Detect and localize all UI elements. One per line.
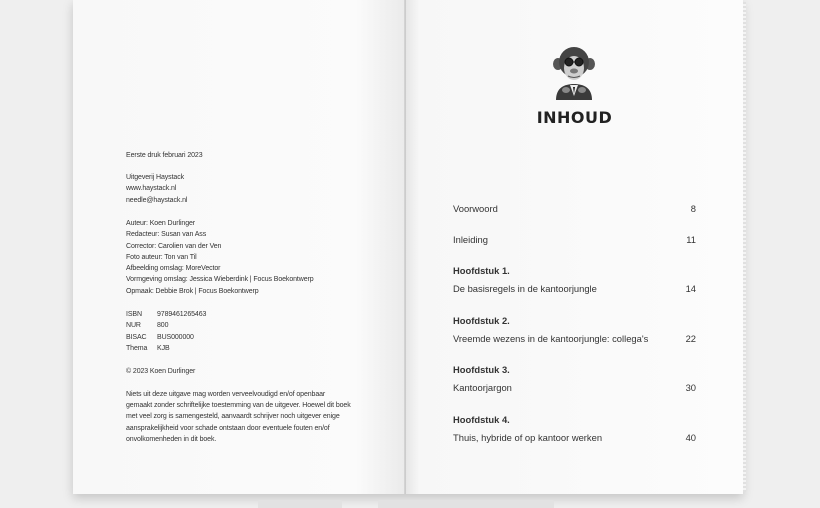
toc-entry (453, 364, 696, 393)
credit-editor: Redacteur: Susan van Ass (126, 231, 207, 239)
toc-title: INHOUD (536, 108, 613, 127)
toc-chapter-label: Hoofdstuk 3. (453, 364, 510, 375)
copyright-text: © 2023 Koen Durlinger (126, 368, 196, 375)
page-edge (743, 2, 746, 492)
code-value: BUS000000 (157, 333, 194, 341)
toc-entry-title: Kantoorjargon (453, 382, 512, 393)
toc-entry (453, 414, 696, 443)
toc-entry-title: Thuis, hybride of op kantoor werken (453, 432, 603, 443)
credit-cover-image: Afbeelding omslag: MoreVector (126, 265, 221, 273)
code-key: Thema (126, 344, 148, 352)
toc-entry-page: 30 (685, 382, 696, 393)
toc-chapter-label: Hoofdstuk 2. (453, 315, 510, 326)
credit-corrector: Corrector: Carolien van der Ven (126, 242, 222, 250)
toc-entry-title: De basisregels in de kantoorjungle (453, 283, 597, 294)
edition-text: Eerste druk februari 2023 (126, 152, 203, 159)
toc-entry-page: 14 (685, 283, 696, 294)
open-book (73, 0, 743, 494)
credit-layout: Opmaak: Debbie Brok | Focus Boekontwerp (126, 287, 259, 295)
toc-entry-title: Voorwoord (453, 203, 498, 214)
legal-notice: Niets uit deze uitgave mag worden verveelvoudigd en/of openbaar gemaakt zonder schriftelijke toestemming van de uitgever. Hoewel dit boek met veel zorg is samengesteld, aanvaardt schrijver noch uitgever enige aansprakelijkheid voor schade ontstaan door eventuele fouten en/of onvolkomenheden in dit boek. (126, 391, 351, 443)
publisher-website: www.haystack.nl (126, 185, 177, 193)
toc-entry (453, 265, 696, 294)
code-key: NUR (126, 322, 141, 330)
toc-entry-page: 8 (690, 203, 696, 214)
code-key: BISAC (126, 333, 147, 341)
code-row-nur (126, 320, 206, 331)
credit-author: Auteur: Koen Durlinger (126, 220, 196, 227)
monkey-icon (546, 44, 602, 100)
code-row-bisac (126, 332, 206, 343)
toc-chapter-label: Hoofdstuk 1. (453, 265, 510, 276)
publisher-email: needle@haystack.nl (126, 196, 188, 204)
toc-entry (453, 315, 696, 344)
copyright-line (126, 366, 195, 377)
left-page-imprint (73, 0, 406, 494)
page-tab (378, 500, 554, 508)
toc-entry (453, 234, 696, 245)
codes-block (126, 309, 206, 354)
page-tab (258, 500, 342, 508)
toc-entry-page: 22 (685, 333, 696, 344)
edition-line (126, 150, 203, 161)
code-row-thema (126, 343, 206, 354)
toc-entry-page: 11 (686, 234, 696, 245)
toc-chapter-label: Hoofdstuk 4. (453, 414, 510, 425)
credit-cover-design: Vormgeving omslag: Jessica Wieberdink | Focus Boekontwerp (126, 276, 314, 284)
toc-entry-title: Vreemde wezens in de kantoorjungle: collega's (453, 333, 649, 344)
toc-entry (453, 203, 696, 214)
code-row-isbn (126, 309, 206, 320)
toc-entry-page: 40 (685, 432, 696, 443)
toc-entry-title: Inleiding (453, 234, 488, 245)
code-value: KJB (157, 344, 170, 352)
right-page-toc (406, 0, 743, 494)
credits-block (126, 218, 314, 297)
credit-photo: Foto auteur: Ton van Til (126, 253, 197, 261)
code-key: ISBN (126, 311, 142, 318)
publisher-block (126, 172, 187, 206)
publisher-name: Uitgeverij Haystack (126, 174, 185, 181)
code-value: 9789461265463 (157, 311, 207, 318)
code-value: 800 (157, 322, 169, 330)
